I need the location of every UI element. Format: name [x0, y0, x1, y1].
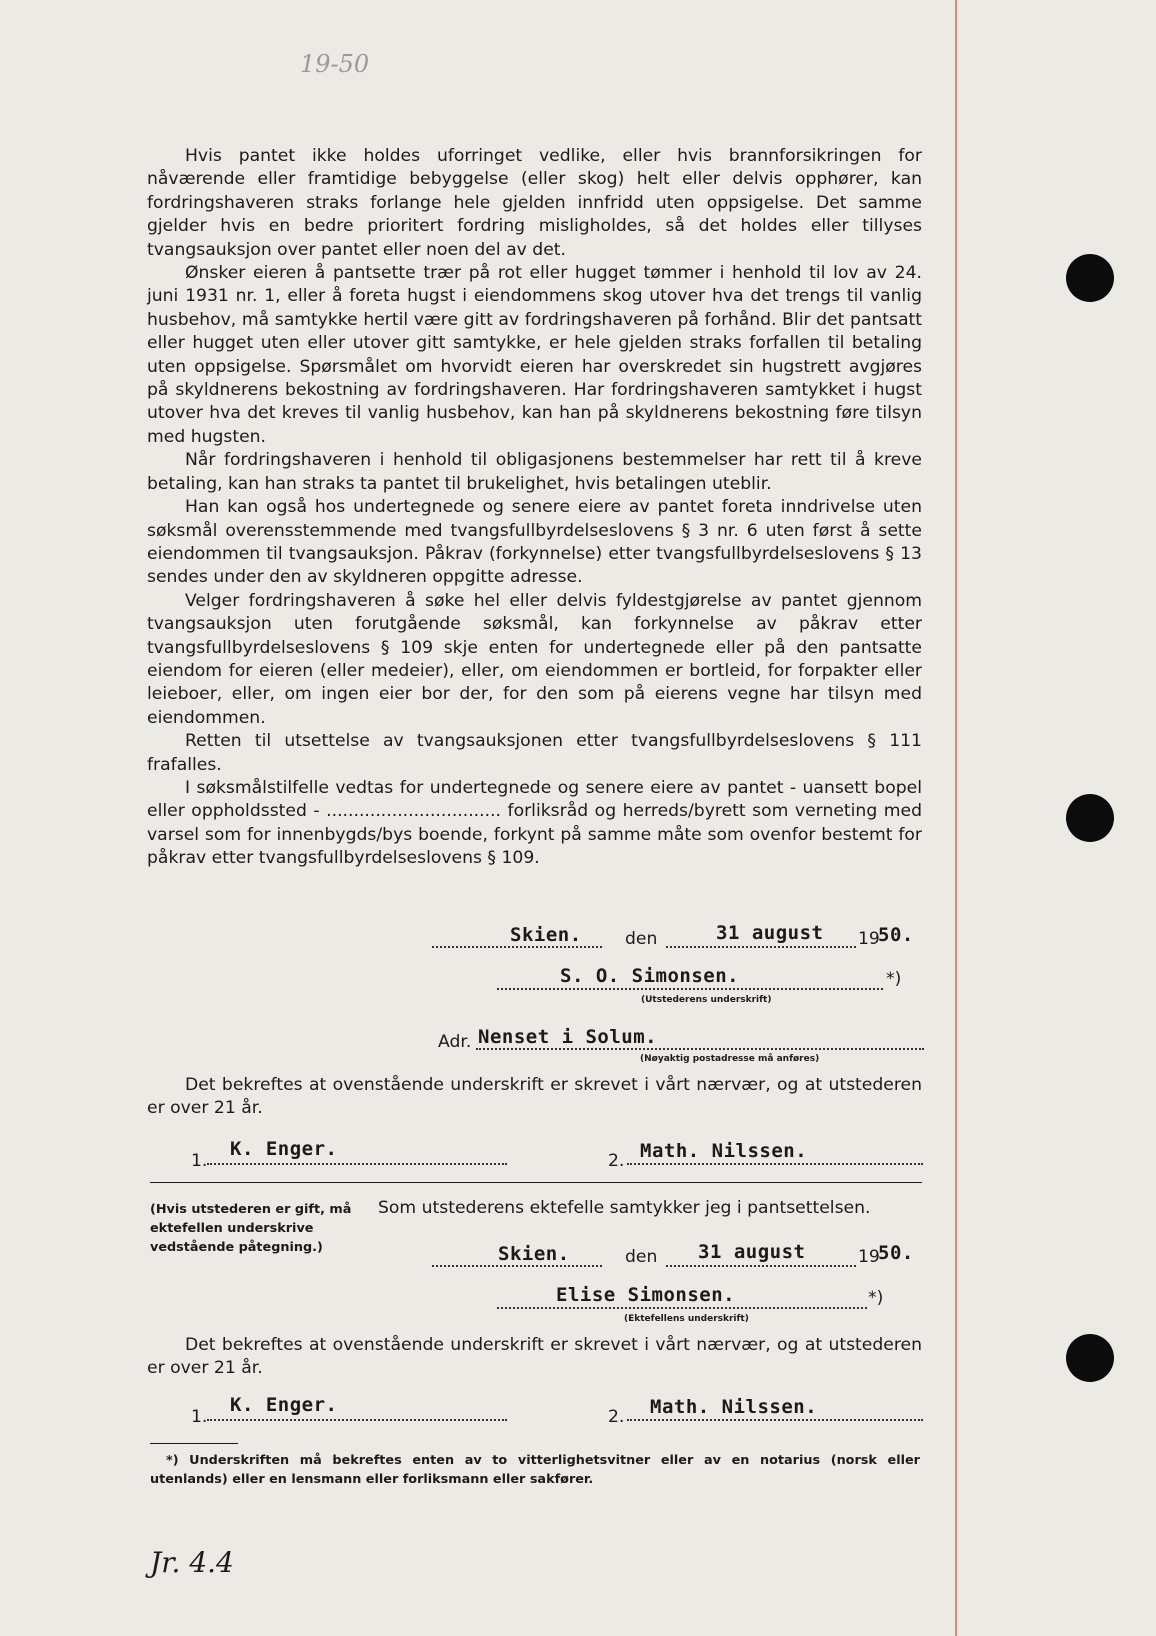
footnote: *) Underskriften må bekreftes enten av to vitterlighetsvitner eller av en notarius (norsk eller utenlands) eller en lensmann eller forliksmann eller sakfører.	[150, 1453, 920, 1487]
witness-line	[207, 1419, 507, 1421]
handwritten-note: Jr. 4.4	[150, 1546, 234, 1579]
witness-line	[207, 1163, 507, 1165]
witness-number: 1.	[191, 1151, 208, 1171]
address-caption: (Nøyaktig postadresse må anføres)	[640, 1054, 820, 1064]
paragraph: Retten til utsettelse av tvangsauksjonen etter tvangsfullbyrdelseslovens § 111 frafalles.	[147, 731, 922, 775]
paragraph: Han kan også hos undertegnede og senere eiere av pantet foreta inndrivelse uten søksmål overensstemmende med tvangsfullbyrdelseslovens § 3 nr. 6 uten først å sette eiendommen til tvangsauksjon. Påkrav (forkynnelse) etter tvangsfullbyrdelseslovens § 13 sendes under den av skyldneren oppgitte adresse.	[147, 497, 922, 588]
witness-statement-2: Det bekreftes at ovenstående underskrift er skrevet i vårt nærvær, og at utstederen er over 21 år.	[147, 1335, 922, 1379]
year-prefix: 19	[858, 929, 880, 949]
terms-text	[147, 145, 922, 871]
spouse-consent: Som utstederens ektefelle samtykker jeg i pantsettelsen.	[378, 1198, 871, 1218]
den-label: den	[625, 1247, 658, 1267]
place-line	[432, 946, 602, 948]
place-line	[432, 1265, 602, 1267]
signature-caption: (Utstederens underskrift)	[641, 995, 772, 1005]
place-value: Skien.	[510, 924, 582, 946]
paragraph: Når fordringshaveren i henhold til obligasjonens bestemmelser har rett til å kreve betaling, kan han straks ta pantet til brukelighet, hvis betalingen uteblir.	[147, 450, 922, 494]
punch-hole	[1066, 254, 1114, 302]
date-line	[666, 946, 856, 948]
address-value: Nenset i Solum.	[478, 1026, 658, 1048]
witness-2-signature: Math. Nilssen.	[650, 1396, 818, 1418]
top-scribble: 19-50	[300, 50, 370, 78]
signature-line	[497, 988, 883, 990]
place-value: Skien.	[498, 1243, 570, 1265]
date-value: 31 august	[716, 922, 824, 944]
paragraph: Ønsker eieren å pantsette trær på rot eller hugget tømmer i henhold til lov av 24. juni 1931 nr. 1, eller å foreta hugst i eiendommens skog utover hva det trengs til vanlig husbehov, må samtykke hertil være gitt av fordringshaveren på forhånd. Blir det pantsatt eller hugget uten eller utover gitt samtykke, er hele gjelden straks forfallen til betaling uten oppsigelse. Spørsmålet om hvorvidt eieren har overskredet sin hugstrett avgjøres på skyldnerens bekostning av fordringshaveren. Har fordringshaveren samtykket i hugst utover hva det kreves til vanlig husbehov, kan han på skyldnerens bekostning føre tilsyn med hugsten.	[147, 263, 922, 447]
signature-line	[497, 1307, 867, 1309]
signature-caption: (Ektefellens underskrift)	[624, 1314, 749, 1324]
issuer-signature: S. O. Simonsen.	[560, 965, 740, 987]
paragraph: Velger fordringshaveren å søke hel eller delvis fyldestgjørelse av pantet gjennom tvangsauksjon uten forutgående søksmål, kan forkynnelse av påkrav etter tvangsfullbyrdelseslovens § 109 skje enten for undertegnede eller på den pantsatte eiendom for eieren (eller medeier), eller, om eiendommen er bortleid, for forpakter eller leieboer, eller, om ingen eier bor der, for den som på eierens vegne har tilsyn med eiendommen.	[147, 590, 922, 728]
punch-hole	[1066, 1334, 1114, 1382]
date-line	[666, 1265, 856, 1267]
witness-line	[627, 1163, 923, 1165]
witness-1-signature: K. Enger.	[230, 1138, 338, 1160]
year-prefix: 19	[858, 1247, 880, 1267]
witness-statement-1: Det bekreftes at ovenstående underskrift er skrevet i vårt nærvær, og at utstederen er over 21 år.	[147, 1075, 922, 1119]
witness-number: 2.	[608, 1151, 625, 1171]
date-value: 31 august	[698, 1241, 806, 1263]
footnote-mark: *)	[886, 969, 902, 989]
witness-2-signature: Math. Nilssen.	[640, 1140, 808, 1162]
paragraph: I søksmålstilfelle vedtas for undertegnede og senere eiere av pantet - uansett bopel eller oppholdssted - ................................ forliksråd og herreds/byrett som verneting med varsel som for innenbygds/bys boende, forkynt på samme måte som ovenfor bestemt for påkrav etter tvangsfullbyrdelseslovens § 109.	[147, 777, 922, 869]
witness-line	[627, 1419, 923, 1421]
spouse-note: (Hvis utstederen er gift, må ektefellen underskrive vedstående påtegning.)	[150, 1202, 352, 1255]
footnote-mark: *)	[868, 1288, 884, 1308]
margin-line	[955, 0, 957, 1636]
paragraph: Hvis pantet ikke holdes uforringet vedlike, eller hvis brannforsikringen for nåværende eller framtidige bebyggelse (eller skog) helt eller delvis opphører, kan fordringshaveren straks forlange hele gjelden innfridd uten oppsigelse. Det samme gjelder hvis en bedre prioritert fordring misligholdes, så det holdes eller tillyses tvangsauksjon over pantet eller noen del av det.	[147, 146, 922, 260]
witness-1-signature: K. Enger.	[230, 1394, 338, 1416]
address-line	[476, 1048, 924, 1050]
spouse-signature: Elise Simonsen.	[556, 1284, 736, 1306]
adr-label: Adr.	[438, 1032, 472, 1052]
witness-number: 2.	[608, 1407, 625, 1427]
punch-hole	[1066, 794, 1114, 842]
footnote-rule	[150, 1443, 238, 1444]
year-suffix: 50.	[878, 1242, 914, 1264]
witness-number: 1.	[191, 1407, 208, 1427]
den-label: den	[625, 929, 658, 949]
year-suffix: 50.	[878, 924, 914, 946]
divider	[150, 1182, 922, 1183]
